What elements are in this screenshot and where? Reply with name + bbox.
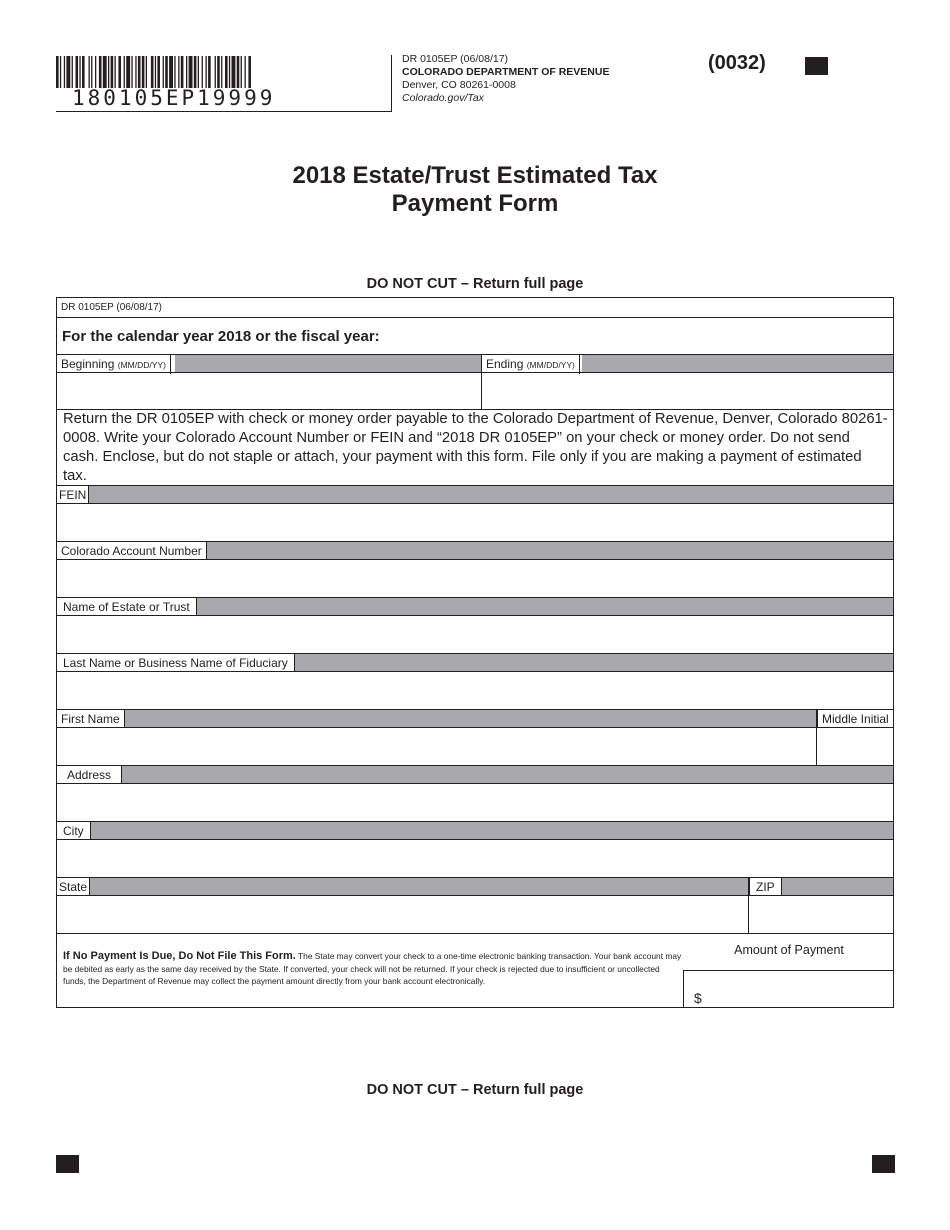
- title-line-2: Payment Form: [391, 190, 559, 217]
- calendar-year-heading: For the calendar year 2018 or the fiscal year:: [62, 328, 380, 345]
- account-number-input[interactable]: [57, 560, 893, 596]
- barcode: [56, 56, 310, 88]
- barcode-bar: [217, 56, 220, 88]
- department-address: Denver, CO 80261-0008: [402, 79, 516, 91]
- barcode-bar: [206, 56, 207, 88]
- ending-label-text: Ending: [486, 357, 524, 371]
- barcode-bar: [202, 56, 203, 88]
- barcode-divider: [391, 55, 392, 112]
- middle-initial-label: Middle Initial: [817, 710, 893, 728]
- shade-bar: [175, 355, 481, 372]
- state-label: State: [57, 878, 90, 896]
- barcode-bar: [142, 56, 145, 88]
- zip-input[interactable]: [749, 896, 893, 932]
- barcode-bar: [103, 56, 107, 88]
- payment-notice: [63, 950, 683, 988]
- barcode-bar: [221, 56, 222, 88]
- estate-name-input[interactable]: [57, 616, 893, 652]
- registration-mark-bottom-right: [872, 1155, 895, 1173]
- middle-initial-input[interactable]: [817, 728, 893, 764]
- shade-bar: [57, 766, 893, 783]
- barcode-bar: [108, 56, 109, 88]
- barcode-bar: [155, 56, 156, 88]
- barcode-bar: [126, 56, 130, 88]
- registration-mark-bottom-left: [56, 1155, 79, 1173]
- barcode-bar: [237, 56, 240, 88]
- barcode-bar: [72, 56, 73, 88]
- shade-bar: [57, 710, 817, 727]
- payment-form: [56, 297, 894, 1008]
- instructions-text: Return the DR 0105EP with check or money order payable to the Colorado Department of Revenue, Denver, Colorado 80261-0008. Write your Colorado Account Number or FEIN and “2018 DR 0105EP” on your check or money order. Do not send cash. Enclose, but do not staple or attach, your payment with this form. File only if you are making a payment of estimated tax.: [63, 411, 888, 484]
- barcode-bar: [95, 56, 96, 88]
- ending-hint: (MM/DD/YY): [526, 360, 575, 370]
- barcode-bar: [115, 56, 116, 88]
- divider: [57, 317, 893, 318]
- beginning-date-input[interactable]: [57, 373, 481, 409]
- state-input[interactable]: [57, 896, 748, 932]
- barcode-bar: [225, 56, 228, 88]
- barcode-bar: [245, 56, 246, 88]
- barcode-bar: [99, 56, 102, 88]
- amount-input[interactable]: [709, 971, 893, 1007]
- barcode-number: 180105EP19999: [72, 86, 276, 110]
- barcode-bar: [174, 56, 175, 88]
- ending-date-input[interactable]: [482, 373, 893, 409]
- barcode-underline: [56, 111, 392, 112]
- barcode-bar: [248, 56, 251, 88]
- shade-bar: [582, 355, 893, 372]
- page-title: [0, 162, 950, 218]
- fiduciary-name-label: Last Name or Business Name of Fiduciary: [57, 654, 295, 672]
- barcode-bar: [91, 56, 92, 88]
- barcode-bar: [146, 56, 147, 88]
- barcode-bar: [111, 56, 114, 88]
- barcode-bar: [208, 56, 211, 88]
- header-form-id: DR 0105EP (06/08/17): [402, 53, 509, 65]
- barcode-bar: [118, 56, 121, 88]
- title-line-1: 2018 Estate/Trust Estimated Tax: [292, 162, 658, 189]
- shade-bar: [57, 486, 893, 503]
- beginning-hint: (MM/DD/YY): [117, 360, 166, 370]
- barcode-bar: [64, 56, 65, 88]
- barcode-bar: [232, 56, 236, 88]
- barcode-bar: [178, 56, 179, 88]
- amount-label: Amount of Payment: [734, 943, 844, 957]
- barcode-bar: [169, 56, 173, 88]
- shade-bar: [57, 822, 893, 839]
- barcode-bar: [165, 56, 168, 88]
- registration-mark-top-right: [805, 57, 828, 75]
- barcode-bar: [229, 56, 230, 88]
- barcode-bar: [135, 56, 136, 88]
- department-website: Colorado.gov/Tax: [402, 92, 484, 104]
- barcode-bar: [79, 56, 80, 88]
- barcode-bar: [138, 56, 141, 88]
- barcode-bar: [163, 56, 164, 88]
- fein-label: FEIN: [57, 486, 89, 504]
- first-name-label: First Name: [57, 710, 125, 728]
- barcode-bar: [89, 56, 90, 88]
- barcode-bar: [157, 56, 160, 88]
- notice-heading: If No Payment Is Due, Do Not File This Form.: [63, 950, 296, 962]
- fiduciary-name-input[interactable]: [57, 672, 893, 708]
- barcode-bar: [60, 56, 61, 88]
- barcode-bar: [151, 56, 154, 88]
- account-number-label: Colorado Account Number: [57, 542, 207, 560]
- barcode-bar: [198, 56, 199, 88]
- city-input[interactable]: [57, 840, 893, 876]
- barcode-bar: [215, 56, 216, 88]
- barcode-bar: [241, 56, 242, 88]
- barcode-bar: [66, 56, 70, 88]
- barcode-bar: [76, 56, 79, 88]
- do-not-cut-top: DO NOT CUT – Return full page: [366, 276, 584, 292]
- department-name: COLORADO DEPARTMENT OF REVENUE: [402, 66, 610, 78]
- dollar-sign: $: [694, 990, 702, 1006]
- barcode-bar: [194, 56, 197, 88]
- form-id-label: DR 0105EP (06/08/17): [61, 302, 162, 313]
- estate-name-label: Name of Estate or Trust: [57, 598, 197, 616]
- notice-text: The State may convert your check to a one-time electronic banking transaction. Your bank account may be debited as early as the same day received by the State. If converted, your check will not be returned. If your check is rejected due to insufficient or uncollected funds, the Department of Revenue may collect the payment amount directly from your bank account electronically.: [63, 951, 682, 986]
- fein-input[interactable]: [57, 504, 893, 540]
- barcode-bar: [82, 56, 85, 88]
- zip-label: ZIP: [749, 878, 782, 896]
- first-name-input[interactable]: [57, 728, 816, 764]
- do-not-cut-bottom: DO NOT CUT – Return full page: [366, 1082, 584, 1098]
- barcode-bar: [189, 56, 193, 88]
- beginning-label-text: Beginning: [61, 357, 115, 371]
- form-code: (0032): [708, 52, 766, 74]
- barcode-bar: [124, 56, 125, 88]
- divider: [57, 933, 893, 934]
- barcode-bar: [181, 56, 184, 88]
- city-label: City: [57, 822, 91, 840]
- address-input[interactable]: [57, 784, 893, 820]
- barcode-bar: [131, 56, 132, 88]
- barcode-bar: [56, 56, 59, 88]
- agency-info: [402, 53, 609, 105]
- divider: [683, 970, 684, 1008]
- address-label: Address: [57, 766, 122, 784]
- barcode-bar: [186, 56, 187, 88]
